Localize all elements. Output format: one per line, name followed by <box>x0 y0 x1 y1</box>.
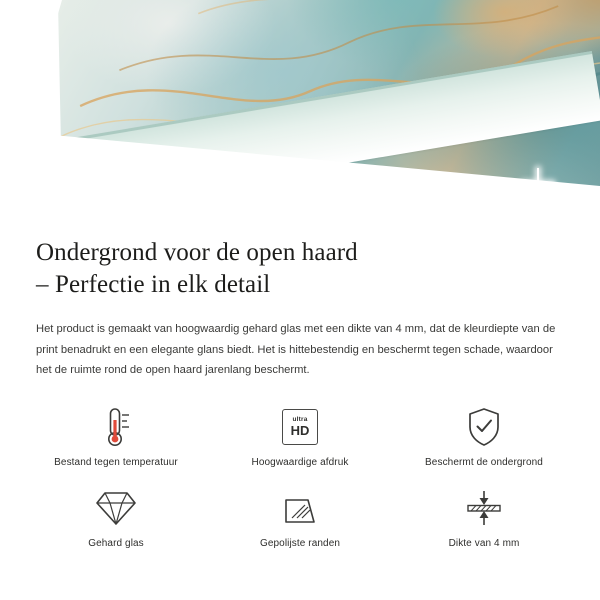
feature-label: Beschermt de ondergrond <box>425 457 543 469</box>
feature-item <box>24 486 208 549</box>
feature-label: Gepolijste randen <box>259 538 341 550</box>
headline-line-1: Ondergrond voor de open haard <box>36 239 358 266</box>
feature-item <box>392 486 576 549</box>
headline-line-2: – Perfectie in elk detail <box>36 271 271 298</box>
thermometer-icon <box>96 405 136 449</box>
feature-label: Bestand tegen temperatuur <box>54 457 178 469</box>
feature-item <box>208 405 392 468</box>
text-content <box>0 215 600 381</box>
feature-item <box>24 405 208 468</box>
feature-item <box>208 486 392 549</box>
feature-label: Dikte van 4 mm <box>448 538 520 550</box>
shield-check-icon <box>464 405 504 449</box>
ultra-hd-badge-top: ultra <box>292 415 308 423</box>
feature-grid <box>0 405 600 549</box>
feature-label: Hoogwaardige afdruk <box>251 457 349 469</box>
polished-edges-icon <box>280 486 320 530</box>
diamond-icon <box>94 486 138 530</box>
product-description: Het product is gemaakt van hoogwaardig gehard glas met een dikte van 4 mm, dat de kleurdiepte van de print benadrukt en een elegante glans biedt. Het is hittebestendig en beschermt tegen schade, waardoor het de ruimte rond de open haard jarenlang beschermt. <box>36 323 556 377</box>
feature-label: Gehard glas <box>88 538 144 550</box>
page-title <box>36 237 564 301</box>
hero-image <box>0 0 600 215</box>
feature-item <box>392 405 576 468</box>
ultra-hd-icon <box>282 405 318 449</box>
thickness-4mm-icon <box>462 486 506 530</box>
ultra-hd-badge-bottom: HD <box>290 423 310 439</box>
